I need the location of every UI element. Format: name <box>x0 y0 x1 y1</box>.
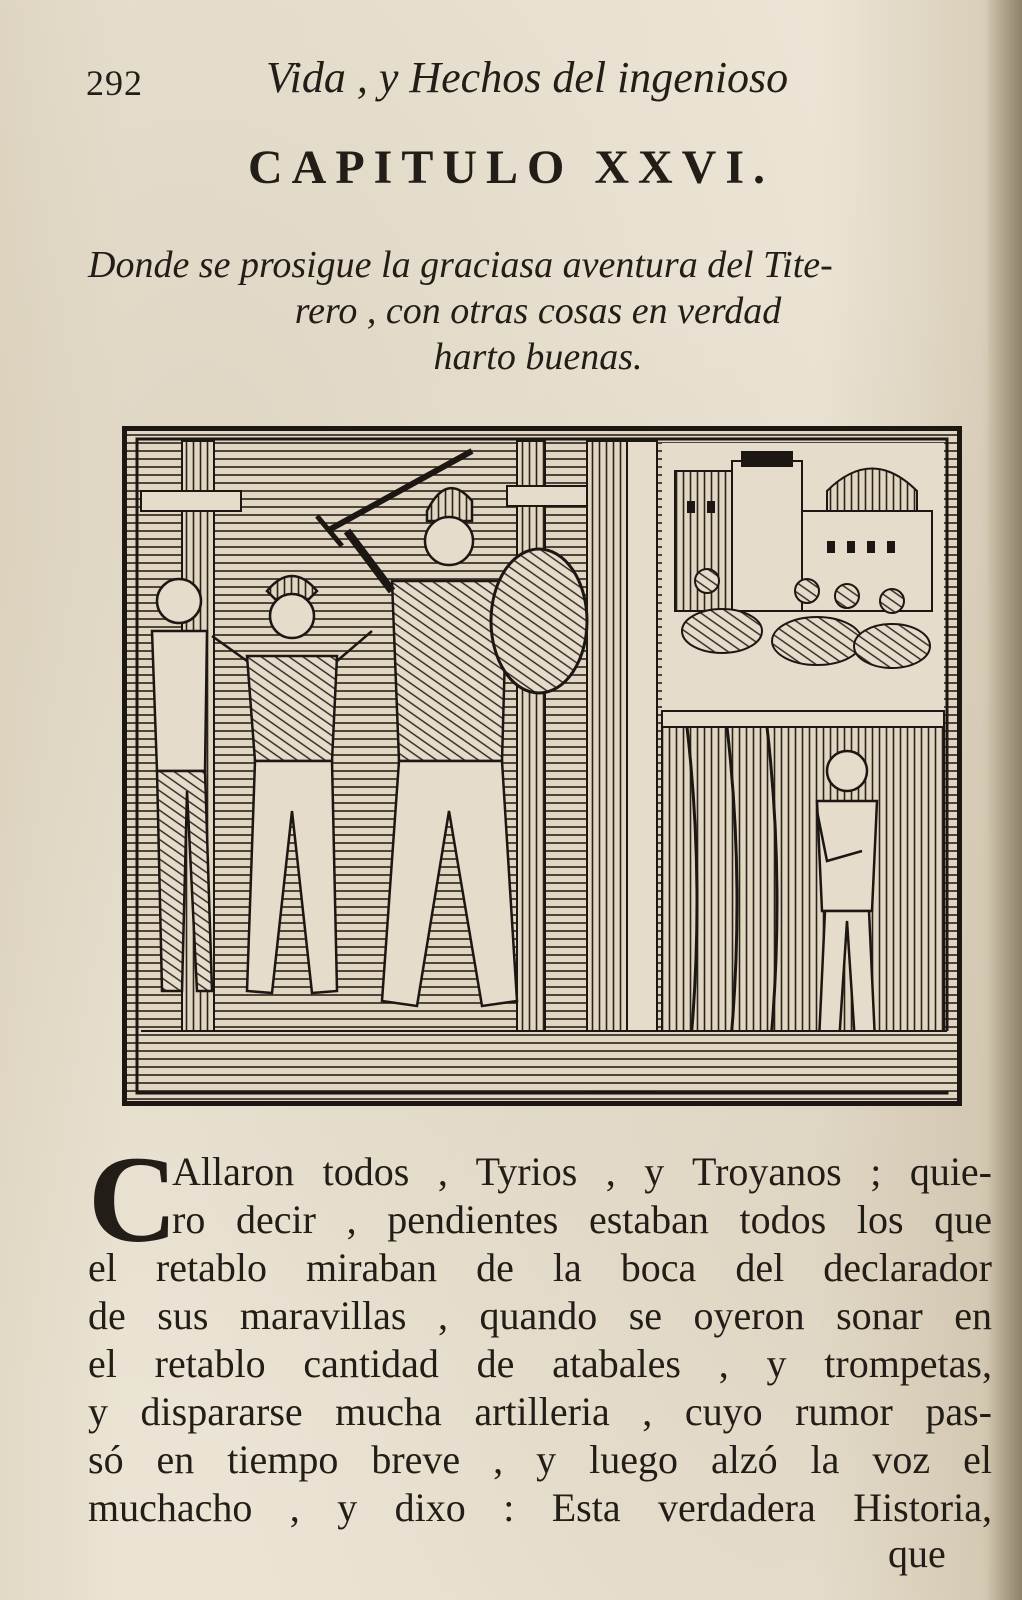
text-line: ro decir , pendientes estaban todos los que <box>172 1197 992 1242</box>
catchword: que <box>888 1531 946 1576</box>
subtitle-line: harto buenas. <box>433 336 643 378</box>
subtitle-line: rero , con otras cosas en verdad <box>294 290 782 332</box>
text-line: de sus maravillas , quando se oyeron sonar en <box>88 1293 992 1338</box>
text-line: y dispararse mucha artilleria , cuyo rumor pas- <box>88 1389 992 1434</box>
running-header <box>86 48 826 108</box>
page-number: 292 <box>86 63 143 103</box>
chapter-subtitle <box>88 242 988 380</box>
subtitle-line: Donde se prosigue la graciasa aventura del Tite- <box>88 244 833 286</box>
text-line: el retablo miraban de la boca del declarador <box>88 1245 992 1290</box>
book-gutter <box>988 0 1022 1600</box>
text-line: Allaron todos , Tyrios , y Troyanos ; quie- <box>172 1149 992 1194</box>
text-line: el retablo cantidad de atabales , y trompetas, <box>88 1341 992 1386</box>
text-line: muchacho , y dixo : Esta verdadera Historia, <box>88 1485 992 1530</box>
chapter-title: CAPITULO XXVI. <box>247 141 775 194</box>
running-title: Vida , y Hechos del ingenioso <box>266 53 789 102</box>
text-line: só en tiempo breve , y luego alzó la voz el <box>88 1437 992 1482</box>
drop-cap: C <box>88 1131 178 1268</box>
woodcut-illustration-icon <box>127 431 957 1101</box>
woodcut-illustration <box>122 426 962 1106</box>
body-paragraph <box>88 1131 992 1532</box>
